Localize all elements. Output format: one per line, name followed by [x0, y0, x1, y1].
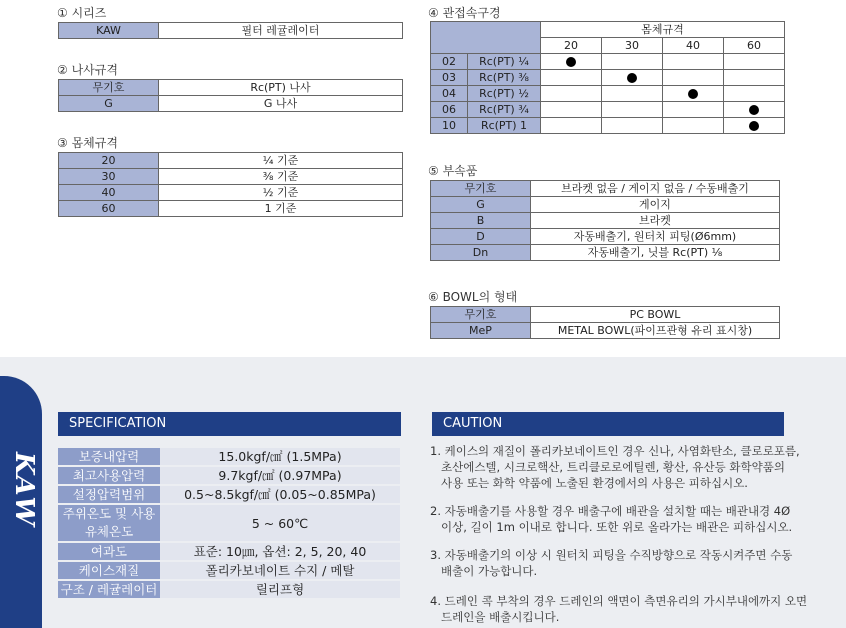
port-size-cell — [541, 54, 602, 70]
thread-spec-code: G — [59, 96, 159, 112]
port-size-cell — [602, 102, 663, 118]
body-spec-table — [58, 152, 403, 217]
spec-value: 0.5~8.5kgf/㎠ (0.05~0.85MPa) — [160, 486, 400, 503]
thread-spec-header-value: Rc(PT) 나사 — [159, 80, 403, 96]
accessory-title: ⑤ 부속품 — [428, 164, 478, 178]
caution-line: 2. 자동배출기를 사용할 경우 배출구에 배관을 설치할 때는 배관내경 4Ø — [430, 504, 791, 518]
port-size-body-header: 몸체규격 — [541, 22, 785, 38]
port-size-cell — [541, 86, 602, 102]
series-table — [58, 22, 403, 39]
port-size-row — [431, 54, 785, 70]
port-size-cell — [541, 70, 602, 86]
port-size-col-header: 30 — [602, 38, 663, 54]
accessory-value: 브라켓 — [531, 213, 780, 229]
series-value: 필터 레귤레이터 — [159, 23, 403, 39]
port-size-cell — [724, 54, 785, 70]
port-size-col-header: 60 — [724, 38, 785, 54]
spec-key: 설정압력범위 — [58, 486, 160, 503]
port-size-cell — [602, 70, 663, 86]
compatible-mark-icon — [688, 89, 698, 99]
port-size-cell — [541, 102, 602, 118]
body-spec-value: ⅜ 기준 — [159, 169, 403, 185]
bowl-table — [430, 306, 780, 339]
specification-header: SPECIFICATION — [58, 412, 401, 436]
spec-value: 9.7kgf/㎠ (0.97MPa) — [160, 467, 400, 484]
caution-line: 초산에스텔, 시크로핵산, 트리클로로에틸렌, 황산, 유산등 화학약품의 — [441, 460, 785, 474]
port-size-cell — [663, 118, 724, 134]
spec-key-line: 주위온도 및 사용 — [62, 506, 156, 521]
port-size-code: 06 — [431, 102, 468, 117]
spec-key: 최고사용압력 — [58, 467, 160, 484]
spec-key-line: 유체온도 — [84, 524, 134, 539]
body-spec-code: 60 — [59, 201, 159, 217]
port-size-code-thread — [431, 86, 541, 102]
port-size-table — [430, 21, 785, 134]
bowl-code: MeP — [431, 323, 531, 339]
spec-key-multiline — [58, 505, 160, 541]
caution-item — [430, 593, 810, 625]
spec-key: 여과도 — [58, 543, 160, 560]
port-size-thread: Rc(PT) 1 — [480, 119, 528, 132]
thread-spec-title: ② 나사규격 — [57, 63, 118, 77]
port-size-row — [431, 102, 785, 118]
port-size-code-thread — [431, 102, 541, 118]
accessory-value: 브라켓 없음 / 게이지 없음 / 수동배출기 — [531, 181, 780, 197]
series-code: KAW — [59, 23, 159, 39]
port-size-cell — [602, 54, 663, 70]
caution-line: 배출이 가능합니다. — [441, 564, 538, 578]
port-size-cell — [602, 118, 663, 134]
bowl-value: METAL BOWL(파이프관형 유리 표시창) — [531, 323, 780, 339]
caution-line: 이상, 길이 1m 이내로 합니다. 또한 위로 올라가는 배관은 피하십시오. — [441, 520, 793, 534]
compatible-mark-icon — [749, 105, 759, 115]
body-spec-value: 1 기준 — [159, 201, 403, 217]
thread-spec-value: G 나사 — [159, 96, 403, 112]
accessory-code: G — [431, 197, 531, 213]
port-size-thread: Rc(PT) ¾ — [479, 103, 529, 116]
spec-key: 보증내압력 — [58, 448, 160, 465]
port-size-cell — [663, 54, 724, 70]
port-size-cell — [663, 70, 724, 86]
port-size-cell — [724, 102, 785, 118]
thread-spec-header-label: 무기호 — [59, 80, 159, 96]
compatible-mark-icon — [749, 121, 759, 131]
port-size-code-thread — [431, 70, 541, 86]
port-size-code-thread — [431, 54, 541, 70]
spec-value: 15.0kgf/㎠ (1.5MPa) — [160, 448, 400, 465]
accessory-value: 자동배출기, 닛블 Rc(PT) ⅛ — [531, 245, 780, 261]
port-size-code: 10 — [431, 118, 468, 133]
accessory-code: D — [431, 229, 531, 245]
body-spec-title: ③ 몸체규격 — [57, 136, 118, 150]
port-size-code-thread — [431, 118, 541, 134]
side-brand-logo: KAW — [9, 452, 39, 528]
caution-item — [430, 503, 810, 535]
port-size-cell — [663, 86, 724, 102]
caution-item — [430, 547, 810, 579]
accessory-table — [430, 180, 780, 261]
port-size-cell — [602, 86, 663, 102]
port-size-cell — [724, 86, 785, 102]
spec-key: 케이스재질 — [58, 562, 160, 579]
bowl-code: 무기호 — [431, 307, 531, 323]
port-size-thread: Rc(PT) ¼ — [479, 55, 529, 68]
body-spec-value: ¼ 기준 — [159, 153, 403, 169]
spec-value: 릴리프형 — [160, 581, 400, 598]
port-size-code: 02 — [431, 54, 468, 69]
body-spec-code: 30 — [59, 169, 159, 185]
accessory-code: Dn — [431, 245, 531, 261]
port-size-col-header: 40 — [663, 38, 724, 54]
port-size-row — [431, 70, 785, 86]
series-title: ① 시리즈 — [57, 6, 107, 20]
spec-key: 구조 / 레귤레이터 — [58, 581, 160, 598]
caution-line: 사용 또는 화학 약품에 노출된 환경에서의 사용은 피하십시오. — [441, 476, 748, 490]
thread-spec-table — [58, 79, 403, 112]
accessory-value: 게이지 — [531, 197, 780, 213]
body-spec-code: 40 — [59, 185, 159, 201]
port-size-cell — [663, 102, 724, 118]
port-size-row — [431, 86, 785, 102]
port-size-row — [431, 118, 785, 134]
caution-line: 4. 드레인 콕 부착의 경우 드레인의 액면이 측면유리의 가시부내에까지 오면 — [430, 594, 808, 608]
caution-line: 1. 케이스의 재질이 폴리카보네이트인 경우 신나, 사염화탄소, 클로로포름, — [430, 444, 800, 458]
port-size-cell — [724, 118, 785, 134]
caution-line: 드레인을 배출시킵니다. — [441, 610, 560, 624]
port-size-code: 04 — [431, 86, 468, 101]
port-size-cell — [541, 118, 602, 134]
body-spec-code: 20 — [59, 153, 159, 169]
port-size-corner — [431, 22, 541, 54]
port-size-cell — [724, 70, 785, 86]
port-size-col-header: 20 — [541, 38, 602, 54]
compatible-mark-icon — [566, 57, 576, 67]
compatible-mark-icon — [627, 73, 637, 83]
caution-header: CAUTION — [432, 412, 784, 436]
specification-table — [58, 446, 400, 600]
accessory-code: B — [431, 213, 531, 229]
body-spec-value: ½ 기준 — [159, 185, 403, 201]
bowl-value: PC BOWL — [531, 307, 780, 323]
spec-value: 5 ~ 60℃ — [160, 505, 400, 541]
caution-line: 3. 자동배출기의 이상 시 원터치 피팅을 수직방향으로 작동시켜주면 수동 — [430, 548, 793, 562]
port-size-thread: Rc(PT) ½ — [479, 87, 529, 100]
accessory-value: 자동배출기, 원터치 피팅(Ø6mm) — [531, 229, 780, 245]
accessory-code: 무기호 — [431, 181, 531, 197]
port-size-title: ④ 관접속구경 — [428, 6, 501, 20]
bowl-title: ⑥ BOWL의 형태 — [428, 290, 518, 304]
port-size-code: 03 — [431, 70, 468, 85]
caution-item — [430, 443, 810, 491]
spec-value: 폴리카보네이트 수지 / 메탈 — [160, 562, 400, 579]
port-size-thread: Rc(PT) ⅜ — [479, 71, 529, 84]
spec-value: 표준: 10㎛, 옵션: 2, 5, 20, 40 — [160, 543, 400, 560]
